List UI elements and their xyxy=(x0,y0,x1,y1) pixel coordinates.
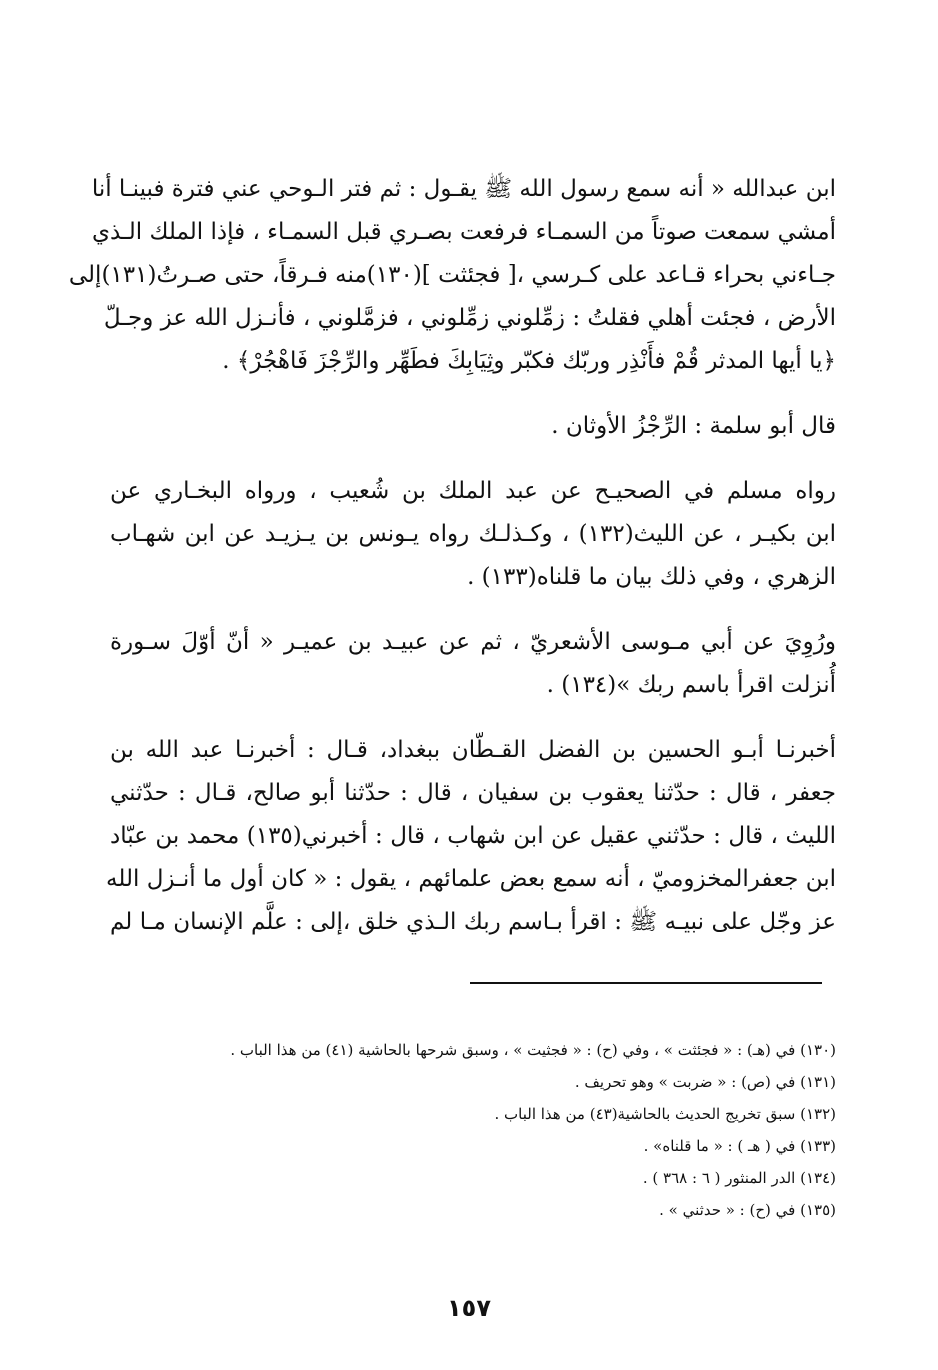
footnote: (١٣٠) في (هـ) : « فجئثت » ، وفي (ح) : « فجثيت » ، وسبق شرحها بالحاشية (٤١) من هذا الباب . xyxy=(230,1041,836,1059)
text-line: ابن بكيـر ، عن الليث(١٣٢) ، وكـذلـك رواه يـونس بن يـزيـد عن ابن شهـاب xyxy=(110,521,836,547)
text-line: الليث ، قال : حدّثني عقيل عن ابن شهاب ، قال : أخبرني(١٣٥) محمد بن عبّاد xyxy=(110,823,836,849)
text-line: ابن جعفرالمخزوميّ ، أنه سمع بعض علمائهم ، يقول : « كان أول ما أنـزل الله xyxy=(106,866,836,892)
paragraph-isnad xyxy=(106,729,836,944)
text-line: أخبرنـا أبـو الحسين بن الفضل القـطّان ببغداد، قـال : أخبرنـا عبد الله بن xyxy=(110,737,836,763)
text-line: ورُوِيَ عن أبي مـوسى الأشعريّ ، ثم عن عبيـد بن عميـر « أنّ أوّلَ سـورة xyxy=(110,629,836,655)
text-line: رواه مسلم في الصحيـح عن عبد الملك بن شُعيب ، ورواه البخـاري عن xyxy=(110,478,836,504)
page-number: ١٥٧ xyxy=(447,1294,491,1322)
footnote-divider xyxy=(470,982,822,984)
text-line: عز وجّل على نبيـه ﷺ : اقرأ بـاسم ربك الـذي خلق ،إلى : علَّم الإنسان مـا لم xyxy=(110,909,836,935)
footnote: (١٣٢) سبق تخريج الحديث بالحاشية(٤٣) من هذا الباب . xyxy=(494,1105,836,1123)
text-line: أُنزلت اقرأ باسم ربك »(١٣٤) . xyxy=(546,672,836,698)
paragraph-hadith-revelation xyxy=(68,168,836,383)
main-text xyxy=(68,168,836,944)
text-line: ﴿يا أيها المدثر قُمْ فأَنْذِر وربّك فكبّر وثِيَابِكَ فطَهِّر والرِّجْزَ فَاهْجُرْ﴾ . xyxy=(222,348,836,374)
text-line: الزهري ، وفي ذلك بيان ما قلناه(١٣٣) . xyxy=(467,564,836,590)
text-line: الأرض ، فجئت أهلي فقلتُ : زمِّلوني زمِّلوني ، فزمَّلوني ، فأنـزل الله عز وجـلّ xyxy=(103,305,836,331)
paragraph-abu-musa xyxy=(110,621,836,707)
footnote: (١٣٤) الدر المنثور ( ٦ : ٣٦٨ ) . xyxy=(642,1169,836,1187)
text-line: جعفر ، قال : حدّثنا يعقوب بن سفيان ، قال : حدّثنا أبو صالح، قـال : حدّثني xyxy=(110,780,836,806)
paragraph-narration-sources xyxy=(110,470,836,599)
footnotes xyxy=(110,1034,836,1226)
text-line: ابن عبدالله « أنه سمع رسول الله ﷺ يقـول : ثم فتر الـوحي عني فترة فبينـا أنا xyxy=(91,176,836,202)
paragraph-abu-salama xyxy=(110,405,836,448)
footnote: (١٣٣) في ( هـ ) : « ما قلناه» . xyxy=(643,1137,836,1155)
text-line: أمشي سمعت صوتاً من السمـاء فرفعت بصـري قبل السمـاء ، فإذا الملك الـذي xyxy=(91,219,836,245)
footnote: (١٣١) في (ص) : « ضربت » وهو تحريف . xyxy=(574,1073,836,1091)
text-line: قال أبو سلمة : الرِّجْزُ الأوثان . xyxy=(551,413,836,439)
text-line: جـاءني بحراء قـاعد على كـرسي ،[ فجئثت ](١٣٠)منه فـرقاً، حتى صـرتُ(١٣١)إلى xyxy=(68,262,836,288)
footnote: (١٣٥) في (ح) : « حدثني » . xyxy=(659,1201,836,1219)
